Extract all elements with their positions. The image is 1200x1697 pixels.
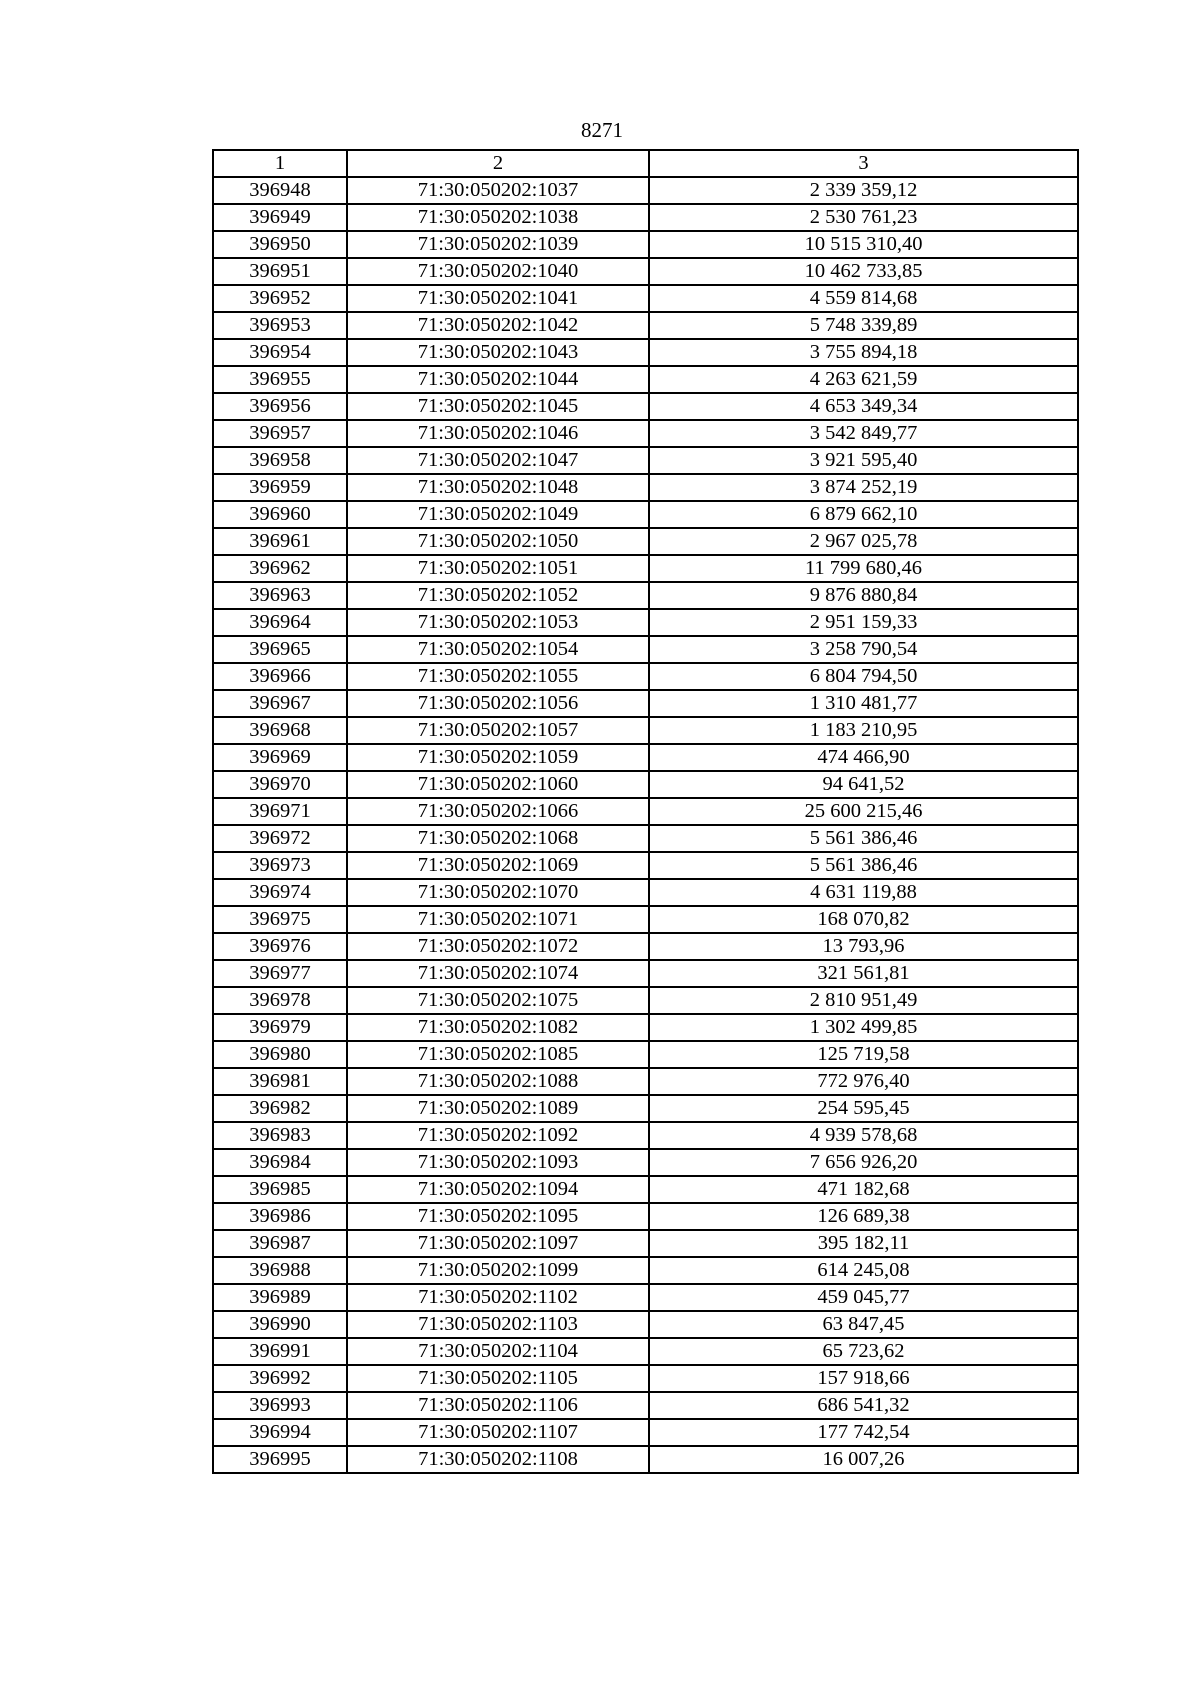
table-row bbox=[213, 1176, 1078, 1203]
row-number-cell: 396965 bbox=[213, 636, 347, 663]
cadastral-number-cell: 71:30:050202:1072 bbox=[347, 933, 649, 960]
value-cell: 1 310 481,77 bbox=[649, 690, 1078, 717]
row-number-cell: 396959 bbox=[213, 474, 347, 501]
cadastral-number-cell: 71:30:050202:1037 bbox=[347, 177, 649, 204]
cadastral-number-cell: 71:30:050202:1068 bbox=[347, 825, 649, 852]
value-cell: 10 462 733,85 bbox=[649, 258, 1078, 285]
row-number-cell: 396967 bbox=[213, 690, 347, 717]
cadastral-number-cell: 71:30:050202:1093 bbox=[347, 1149, 649, 1176]
cadastral-number-cell: 71:30:050202:1095 bbox=[347, 1203, 649, 1230]
row-number-cell: 396989 bbox=[213, 1284, 347, 1311]
cadastral-number-cell: 71:30:050202:1074 bbox=[347, 960, 649, 987]
value-cell: 9 876 880,84 bbox=[649, 582, 1078, 609]
table-row bbox=[213, 1068, 1078, 1095]
cadastral-number-cell: 71:30:050202:1099 bbox=[347, 1257, 649, 1284]
column-header-2: 2 bbox=[347, 150, 649, 177]
cadastral-number-cell: 71:30:050202:1038 bbox=[347, 204, 649, 231]
value-cell: 65 723,62 bbox=[649, 1338, 1078, 1365]
table-row bbox=[213, 447, 1078, 474]
table-row bbox=[213, 690, 1078, 717]
page-number-text: 8271 bbox=[581, 118, 623, 142]
table-row bbox=[213, 582, 1078, 609]
table-row bbox=[213, 420, 1078, 447]
value-cell: 2 530 761,23 bbox=[649, 204, 1078, 231]
value-cell: 4 263 621,59 bbox=[649, 366, 1078, 393]
table-row bbox=[213, 366, 1078, 393]
value-cell: 5 561 386,46 bbox=[649, 852, 1078, 879]
cadastral-number-cell: 71:30:050202:1046 bbox=[347, 420, 649, 447]
cadastral-number-cell: 71:30:050202:1059 bbox=[347, 744, 649, 771]
value-cell: 2 339 359,12 bbox=[649, 177, 1078, 204]
row-number-cell: 396963 bbox=[213, 582, 347, 609]
table-row bbox=[213, 609, 1078, 636]
row-number-cell: 396966 bbox=[213, 663, 347, 690]
cadastral-number-cell: 71:30:050202:1056 bbox=[347, 690, 649, 717]
table-body bbox=[213, 150, 1078, 1473]
row-number-cell: 396960 bbox=[213, 501, 347, 528]
page-number bbox=[0, 118, 1200, 142]
table-row bbox=[213, 1365, 1078, 1392]
table-row bbox=[213, 555, 1078, 582]
cadastral-number-cell: 71:30:050202:1057 bbox=[347, 717, 649, 744]
table-row bbox=[213, 339, 1078, 366]
row-number-cell: 396972 bbox=[213, 825, 347, 852]
cadastral-number-cell: 71:30:050202:1045 bbox=[347, 393, 649, 420]
row-number-cell: 396953 bbox=[213, 312, 347, 339]
row-number-cell: 396951 bbox=[213, 258, 347, 285]
row-number-cell: 396958 bbox=[213, 447, 347, 474]
table-row bbox=[213, 798, 1078, 825]
value-cell: 157 918,66 bbox=[649, 1365, 1078, 1392]
cadastral-number-cell: 71:30:050202:1075 bbox=[347, 987, 649, 1014]
value-cell: 10 515 310,40 bbox=[649, 231, 1078, 258]
row-number-cell: 396982 bbox=[213, 1095, 347, 1122]
cadastral-number-cell: 71:30:050202:1055 bbox=[347, 663, 649, 690]
table-row bbox=[213, 852, 1078, 879]
table-row bbox=[213, 771, 1078, 798]
table-row bbox=[213, 474, 1078, 501]
value-cell: 686 541,32 bbox=[649, 1392, 1078, 1419]
row-number-cell: 396988 bbox=[213, 1257, 347, 1284]
cadastral-number-cell: 71:30:050202:1043 bbox=[347, 339, 649, 366]
table-row bbox=[213, 987, 1078, 1014]
cadastral-number-cell: 71:30:050202:1060 bbox=[347, 771, 649, 798]
row-number-cell: 396969 bbox=[213, 744, 347, 771]
value-cell: 5 748 339,89 bbox=[649, 312, 1078, 339]
table-row bbox=[213, 1311, 1078, 1338]
table-row bbox=[213, 204, 1078, 231]
row-number-cell: 396949 bbox=[213, 204, 347, 231]
cadastral-number-cell: 71:30:050202:1071 bbox=[347, 906, 649, 933]
value-cell: 3 258 790,54 bbox=[649, 636, 1078, 663]
row-number-cell: 396957 bbox=[213, 420, 347, 447]
cadastral-number-cell: 71:30:050202:1108 bbox=[347, 1446, 649, 1473]
row-number-cell: 396978 bbox=[213, 987, 347, 1014]
row-number-cell: 396993 bbox=[213, 1392, 347, 1419]
value-cell: 7 656 926,20 bbox=[649, 1149, 1078, 1176]
cadastral-number-cell: 71:30:050202:1053 bbox=[347, 609, 649, 636]
value-cell: 63 847,45 bbox=[649, 1311, 1078, 1338]
value-cell: 3 542 849,77 bbox=[649, 420, 1078, 447]
row-number-cell: 396961 bbox=[213, 528, 347, 555]
row-number-cell: 396984 bbox=[213, 1149, 347, 1176]
row-number-cell: 396995 bbox=[213, 1446, 347, 1473]
table-row bbox=[213, 1041, 1078, 1068]
row-number-cell: 396980 bbox=[213, 1041, 347, 1068]
cadastral-number-cell: 71:30:050202:1052 bbox=[347, 582, 649, 609]
table-row bbox=[213, 960, 1078, 987]
table-row bbox=[213, 1122, 1078, 1149]
table-row bbox=[213, 1446, 1078, 1473]
row-number-cell: 396970 bbox=[213, 771, 347, 798]
cadastral-number-cell: 71:30:050202:1097 bbox=[347, 1230, 649, 1257]
cadastral-number-cell: 71:30:050202:1050 bbox=[347, 528, 649, 555]
table-row bbox=[213, 1149, 1078, 1176]
table-row bbox=[213, 1257, 1078, 1284]
table-row bbox=[213, 933, 1078, 960]
value-cell: 11 799 680,46 bbox=[649, 555, 1078, 582]
table-row bbox=[213, 636, 1078, 663]
row-number-cell: 396950 bbox=[213, 231, 347, 258]
row-number-cell: 396956 bbox=[213, 393, 347, 420]
value-cell: 614 245,08 bbox=[649, 1257, 1078, 1284]
cadastral-number-cell: 71:30:050202:1102 bbox=[347, 1284, 649, 1311]
column-header-3: 3 bbox=[649, 150, 1078, 177]
cadastral-number-cell: 71:30:050202:1106 bbox=[347, 1392, 649, 1419]
table-header-row bbox=[213, 150, 1078, 177]
value-cell: 168 070,82 bbox=[649, 906, 1078, 933]
cadastral-number-cell: 71:30:050202:1094 bbox=[347, 1176, 649, 1203]
cadastral-number-cell: 71:30:050202:1051 bbox=[347, 555, 649, 582]
table-row bbox=[213, 663, 1078, 690]
table-row bbox=[213, 1095, 1078, 1122]
row-number-cell: 396979 bbox=[213, 1014, 347, 1041]
row-number-cell: 396977 bbox=[213, 960, 347, 987]
table-row bbox=[213, 1230, 1078, 1257]
value-cell: 4 939 578,68 bbox=[649, 1122, 1078, 1149]
cadastral-number-cell: 71:30:050202:1105 bbox=[347, 1365, 649, 1392]
value-cell: 4 559 814,68 bbox=[649, 285, 1078, 312]
row-number-cell: 396964 bbox=[213, 609, 347, 636]
table-row bbox=[213, 906, 1078, 933]
row-number-cell: 396974 bbox=[213, 879, 347, 906]
cadastral-number-cell: 71:30:050202:1107 bbox=[347, 1419, 649, 1446]
row-number-cell: 396955 bbox=[213, 366, 347, 393]
value-cell: 2 951 159,33 bbox=[649, 609, 1078, 636]
cadastral-number-cell: 71:30:050202:1049 bbox=[347, 501, 649, 528]
table-row bbox=[213, 1284, 1078, 1311]
value-cell: 16 007,26 bbox=[649, 1446, 1078, 1473]
value-cell: 13 793,96 bbox=[649, 933, 1078, 960]
cadastral-number-cell: 71:30:050202:1085 bbox=[347, 1041, 649, 1068]
value-cell: 3 921 595,40 bbox=[649, 447, 1078, 474]
row-number-cell: 396985 bbox=[213, 1176, 347, 1203]
value-cell: 2 810 951,49 bbox=[649, 987, 1078, 1014]
row-number-cell: 396994 bbox=[213, 1419, 347, 1446]
row-number-cell: 396975 bbox=[213, 906, 347, 933]
row-number-cell: 396981 bbox=[213, 1068, 347, 1095]
column-header-1: 1 bbox=[213, 150, 347, 177]
table-row bbox=[213, 825, 1078, 852]
value-cell: 1 183 210,95 bbox=[649, 717, 1078, 744]
table-row bbox=[213, 1338, 1078, 1365]
cadastral-number-cell: 71:30:050202:1040 bbox=[347, 258, 649, 285]
value-cell: 6 879 662,10 bbox=[649, 501, 1078, 528]
value-cell: 4 631 119,88 bbox=[649, 879, 1078, 906]
cadastral-number-cell: 71:30:050202:1039 bbox=[347, 231, 649, 258]
cadastral-number-cell: 71:30:050202:1054 bbox=[347, 636, 649, 663]
table-row bbox=[213, 744, 1078, 771]
value-cell: 3 755 894,18 bbox=[649, 339, 1078, 366]
table-row bbox=[213, 528, 1078, 555]
value-cell: 25 600 215,46 bbox=[649, 798, 1078, 825]
row-number-cell: 396973 bbox=[213, 852, 347, 879]
value-cell: 459 045,77 bbox=[649, 1284, 1078, 1311]
table-row bbox=[213, 285, 1078, 312]
value-cell: 126 689,38 bbox=[649, 1203, 1078, 1230]
row-number-cell: 396952 bbox=[213, 285, 347, 312]
row-number-cell: 396983 bbox=[213, 1122, 347, 1149]
value-cell: 395 182,11 bbox=[649, 1230, 1078, 1257]
cadastral-number-cell: 71:30:050202:1089 bbox=[347, 1095, 649, 1122]
cadastral-number-cell: 71:30:050202:1070 bbox=[347, 879, 649, 906]
cadastral-number-cell: 71:30:050202:1066 bbox=[347, 798, 649, 825]
value-cell: 125 719,58 bbox=[649, 1041, 1078, 1068]
cadastral-number-cell: 71:30:050202:1044 bbox=[347, 366, 649, 393]
table-row bbox=[213, 501, 1078, 528]
value-cell: 177 742,54 bbox=[649, 1419, 1078, 1446]
table-row bbox=[213, 1203, 1078, 1230]
value-cell: 5 561 386,46 bbox=[649, 825, 1078, 852]
row-number-cell: 396948 bbox=[213, 177, 347, 204]
cadastral-number-cell: 71:30:050202:1047 bbox=[347, 447, 649, 474]
cadastral-number-cell: 71:30:050202:1069 bbox=[347, 852, 649, 879]
value-cell: 254 595,45 bbox=[649, 1095, 1078, 1122]
cadastral-number-cell: 71:30:050202:1103 bbox=[347, 1311, 649, 1338]
value-cell: 94 641,52 bbox=[649, 771, 1078, 798]
cadastral-number-cell: 71:30:050202:1092 bbox=[347, 1122, 649, 1149]
value-cell: 321 561,81 bbox=[649, 960, 1078, 987]
cadastral-number-cell: 71:30:050202:1088 bbox=[347, 1068, 649, 1095]
value-cell: 772 976,40 bbox=[649, 1068, 1078, 1095]
value-cell: 474 466,90 bbox=[649, 744, 1078, 771]
value-cell: 4 653 349,34 bbox=[649, 393, 1078, 420]
row-number-cell: 396954 bbox=[213, 339, 347, 366]
table-row bbox=[213, 717, 1078, 744]
table-row bbox=[213, 393, 1078, 420]
row-number-cell: 396987 bbox=[213, 1230, 347, 1257]
cadastral-number-cell: 71:30:050202:1041 bbox=[347, 285, 649, 312]
table-row bbox=[213, 312, 1078, 339]
table-row bbox=[213, 1419, 1078, 1446]
table-row bbox=[213, 879, 1078, 906]
table-row bbox=[213, 231, 1078, 258]
value-cell: 3 874 252,19 bbox=[649, 474, 1078, 501]
table-row bbox=[213, 258, 1078, 285]
cadastral-number-cell: 71:30:050202:1104 bbox=[347, 1338, 649, 1365]
row-number-cell: 396986 bbox=[213, 1203, 347, 1230]
row-number-cell: 396991 bbox=[213, 1338, 347, 1365]
value-cell: 6 804 794,50 bbox=[649, 663, 1078, 690]
row-number-cell: 396962 bbox=[213, 555, 347, 582]
cadastral-number-cell: 71:30:050202:1042 bbox=[347, 312, 649, 339]
row-number-cell: 396971 bbox=[213, 798, 347, 825]
table-row bbox=[213, 1014, 1078, 1041]
table-row bbox=[213, 1392, 1078, 1419]
row-number-cell: 396968 bbox=[213, 717, 347, 744]
row-number-cell: 396990 bbox=[213, 1311, 347, 1338]
row-number-cell: 396992 bbox=[213, 1365, 347, 1392]
value-cell: 2 967 025,78 bbox=[649, 528, 1078, 555]
table-row bbox=[213, 177, 1078, 204]
cadastral-number-cell: 71:30:050202:1082 bbox=[347, 1014, 649, 1041]
value-cell: 1 302 499,85 bbox=[649, 1014, 1078, 1041]
value-cell: 471 182,68 bbox=[649, 1176, 1078, 1203]
row-number-cell: 396976 bbox=[213, 933, 347, 960]
cadastral-number-cell: 71:30:050202:1048 bbox=[347, 474, 649, 501]
registry-table bbox=[212, 149, 1079, 1474]
